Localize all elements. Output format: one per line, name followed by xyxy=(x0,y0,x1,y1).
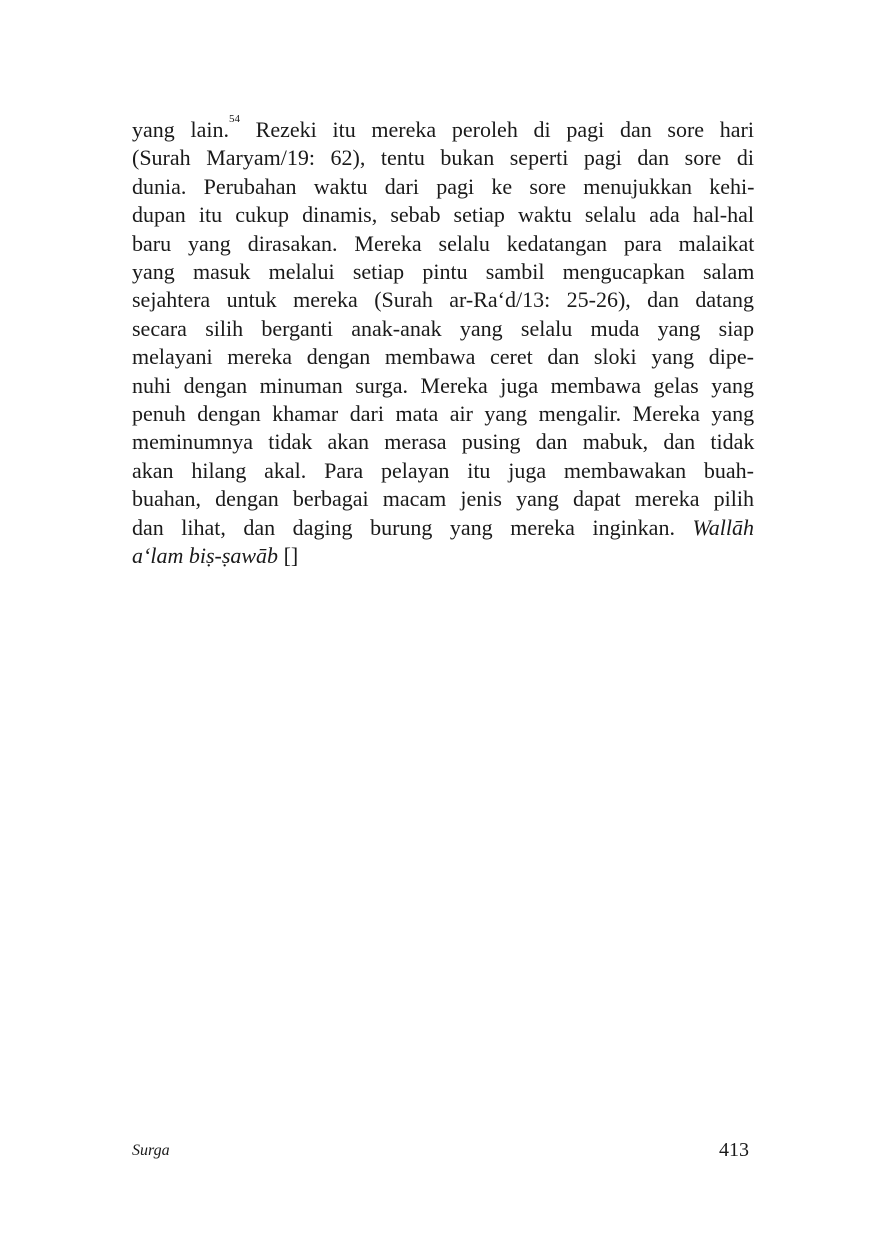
text-line: meminumnya tidak akan merasa pusing dan mabuk, dan tidak xyxy=(132,429,755,455)
text-line: dunia. Perubahan waktu dari pagi ke sore menujukkan kehi- xyxy=(132,173,755,199)
text-run: dan lihat, dan daging burung yang mereka inginkan. xyxy=(132,514,693,540)
text-run: yang lain. xyxy=(132,117,229,142)
text-line: buahan, dengan berbagai macam jenis yang dapat mereka pilih xyxy=(132,486,754,512)
italic-transliteration: a‘lam biṣ-ṣawāb xyxy=(132,543,279,569)
text-line: (Surah Maryam/19: 62), tentu bukan seperti pagi dan sore di xyxy=(132,145,754,171)
text-line: dupan itu cukup dinamis, sebab setiap waktu selalu ada hal-hal xyxy=(132,202,754,228)
text-line xyxy=(132,542,754,570)
text-line: akan hilang akal. Para pelayan itu juga membawakan buah- xyxy=(132,457,754,483)
text-line: sejahtera untuk mereka (Surah ar-Ra‘d/13: 25-26), dan datang xyxy=(132,287,754,313)
text-line xyxy=(132,514,754,542)
page-number: 413 xyxy=(719,1139,749,1161)
text-line: penuh dengan khamar dari mata air yang mengalir. Mereka yang xyxy=(132,401,755,427)
italic-transliteration: Wallāh xyxy=(692,514,754,540)
text-line: yang masuk melalui setiap pintu sambil mengucapkan salam xyxy=(132,259,755,285)
end-mark: [] xyxy=(278,543,299,569)
text-line: nuhi dengan minuman surga. Mereka juga membawa gelas yang xyxy=(132,372,754,398)
text-line: secara silih berganti anak-anak yang selalu muda yang siap xyxy=(132,315,755,341)
footnote-marker[interactable]: 54 xyxy=(228,113,240,125)
text-run: Rezeki itu mereka peroleh di pagi dan sore hari xyxy=(239,117,754,142)
running-title: Surga xyxy=(132,1142,170,1159)
body-paragraph xyxy=(132,113,755,571)
text-line xyxy=(132,113,754,144)
text-line: melayani mereka dengan membawa ceret dan sloki yang dipe- xyxy=(132,344,754,370)
text-line: baru yang dirasakan. Mereka selalu kedatangan para malaikat xyxy=(132,230,755,256)
